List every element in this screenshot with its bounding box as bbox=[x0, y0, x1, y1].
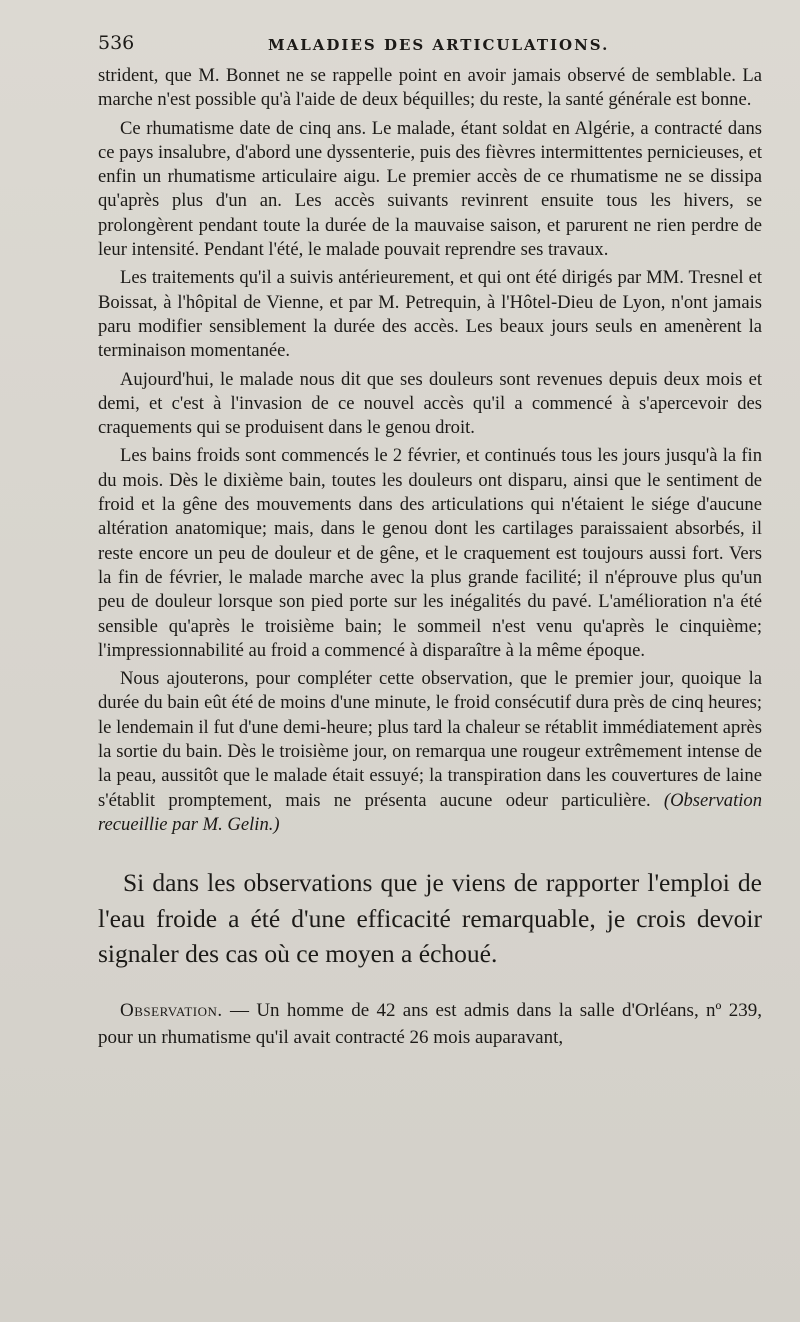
observation-text: Un homme de 42 ans est admis dans la salle d'Orléans, nº 239, pour un rhumatisme qu'il avait contracté 26 mois auparavant, bbox=[98, 1000, 763, 1049]
paragraph-current-state: Aujourd'hui, le malade nous dit que ses douleurs sont revenues depuis deux mois et demi, et c'est à l'invasion de ce nouvel accès qu'il a commencé à s'apercevoir des craquements qui se produisent dans le genou droit. bbox=[98, 368, 762, 439]
paragraph-continuation: strident, que M. Bonnet ne se rappelle point en avoir jamais observé de semblable. La marche n'est possible qu'à l'aide de deux béquilles; du reste, la santé générale est bonne. bbox=[98, 65, 762, 111]
running-title: MALADIES DES ARTICULATIONS. bbox=[268, 36, 610, 54]
page-number: 536 bbox=[98, 32, 135, 54]
observation-dash: — bbox=[222, 1000, 257, 1022]
body-text bbox=[98, 64, 762, 837]
paragraph-additional-text: Nous ajouterons, pour compléter cette observation, que le premier jour, quoique la durée du bain eût été de moins d'une minute, le froid consécutif dura près de cinq heures; le lendemain il fut d'une demi-heure; plus tard la chaleur se rétablit immédiatement après la sortie du bain. Dès le troisième jour, on remarqua une rougeur extrêmement intense de la peau, aussitôt que le malade était essuyé; la transpiration dans les couvertures de laine s'établit promptement, mais ne présenta aucune odeur particulière. bbox=[98, 668, 762, 811]
running-head bbox=[98, 26, 762, 60]
large-paragraph: Si dans les observations que je viens de rapporter l'emploi de l'eau froide a été d'une efficacité remarquable, je crois devoir signaler des cas où ce moyen a échoué. bbox=[98, 868, 762, 969]
paragraph-treatments: Les traitements qu'il a suivis antérieurement, et qui ont été dirigés par MM. Tresnel et Boissat, à l'hôpital de Vienne, et par M. Petrequin, à l'Hôtel-Dieu de Lyon, n'ont jamais paru modifier sensiblement la durée des accès. Les beaux jours seuls en amenèrent la terminaison momentanée. bbox=[98, 267, 762, 362]
paragraph-additional bbox=[98, 667, 762, 837]
paragraph-history: Ce rhumatisme date de cinq ans. Le malade, étant soldat en Algérie, a contracté dans ce pays insalubre, d'abord une dyssenterie, puis des fièvres intermittentes pernicieuses, et enfin un rhumatisme articulaire aigu. Le premier accès de ce rhumatisme ne se dissipa qu'après plus d'un an. Les accès suivants revinrent ensuite tous les hivers, se prolongèrent pendant toute la durée de la mauvaise saison, et parurent ne rien perdre de leur intensité. Pendant l'été, le malade pouvait reprendre ses travaux. bbox=[98, 117, 762, 261]
paragraph-cold-baths: Les bains froids sont commencés le 2 février, et continués tous les jours jusqu'à la fin du mois. Dès le dixième bain, toutes les douleurs ont disparu, ainsi que le sentiment de froid et la gêne des mouvements dans des articulations qui n'étaient le siége d'aucune altération anatomique; mais, dans le genou dont les cartilages paraissaient absorbés, il reste encore un peu de douleur et de gêne, et le craquement est toujours aussi fort. Vers la fin de février, le malade marche avec la plus grande facilité; il n'éprouve plus qu'un peu de douleur lorsque son pied porte sur les inégalités du pavé. L'amélioration n'a été sensible qu'après le troisième bain; le sommeil n'est venu qu'après le cinquième; l'impressionnabilité au froid a commencé à disparaître à la même époque. bbox=[98, 445, 762, 661]
observation-label: Observation. bbox=[120, 1000, 223, 1022]
observation-paragraph bbox=[98, 997, 762, 1051]
citation: (Observation recueillie par M. Gelin.) bbox=[98, 789, 762, 835]
